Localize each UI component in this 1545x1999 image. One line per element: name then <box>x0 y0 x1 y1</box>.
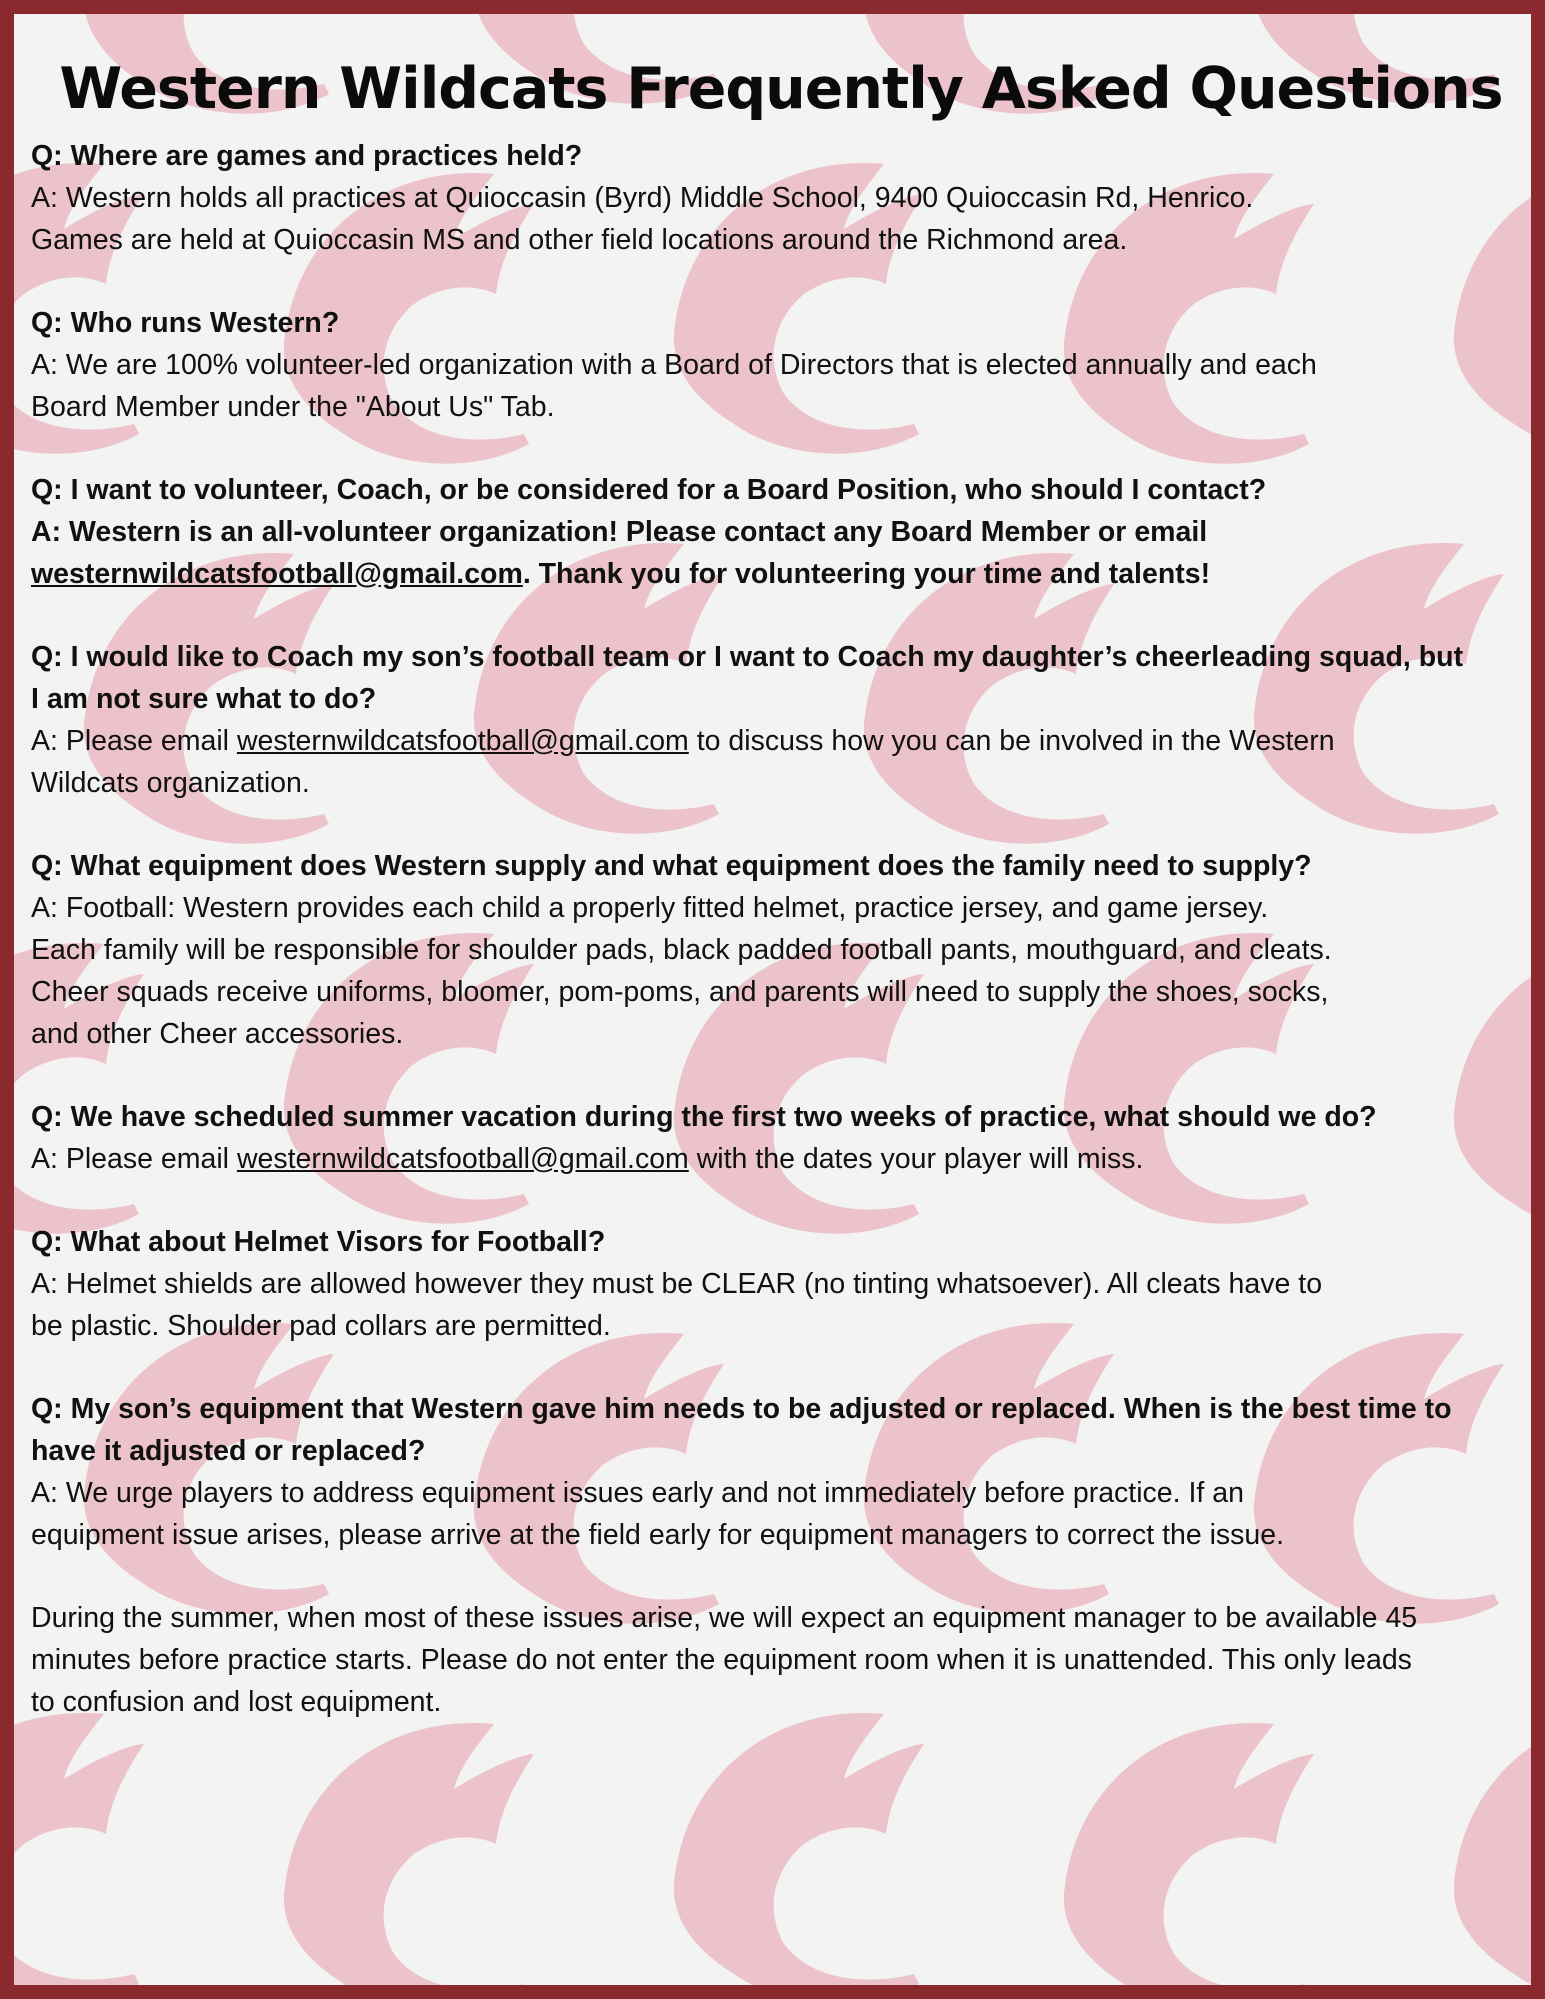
answer-text: A: Please email <box>31 1142 237 1175</box>
closing-paragraph: During the summer, when most of these issues arise, we will expect an equipment manager to be available 45 minutes before practice starts. Please do not enter the equipment room when it is unattended. This only leads to confusion and lost equipment. <box>31 1601 1418 1718</box>
faq-item-volunteer <box>31 469 1531 595</box>
faq-item-helmet-visors <box>31 1221 1531 1347</box>
faq-question: Q: I would like to Coach my son’s football team or I want to Coach my daughter’s cheerleading squad, but I am not sure what to do? <box>31 640 1464 715</box>
faq-answer <box>31 1138 1531 1180</box>
faq-content <box>31 14 1531 1723</box>
faq-item-who-runs <box>31 302 1531 428</box>
faq-answer <box>31 720 1531 804</box>
answer-text: to discuss how you can be involved in the Western Wildcats organization. <box>31 724 1335 799</box>
faq-answer <box>31 511 1531 595</box>
faq-item-coach <box>31 636 1531 804</box>
faq-question: Q: My son’s equipment that Western gave him needs to be adjusted or replaced. When is the best time to have it adjusted or replaced? <box>31 1392 1452 1467</box>
faq-question: Q: Who runs Western? <box>31 306 340 339</box>
faq-question: Q: I want to volunteer, Coach, or be considered for a Board Position, who should I contact? <box>31 473 1267 506</box>
faq-answer: A: We are 100% volunteer-led organization with a Board of Directors that is elected annually and each Board Member under the "About Us" Tab. <box>31 348 1317 423</box>
faq-item-vacation <box>31 1096 1531 1180</box>
answer-text: A: Please email <box>31 724 237 757</box>
faq-page <box>14 14 1531 1985</box>
answer-text: A: Western is an all-volunteer organization! Please contact any Board Member or email <box>31 515 1208 548</box>
faq-question: Q: What about Helmet Visors for Football? <box>31 1225 606 1258</box>
faq-answer: A: Western holds all practices at Quioccasin (Byrd) Middle School, 9400 Quioccasin Rd, Henrico. Games are held at Quioccasin MS and other field locations around the Richmond area. <box>31 181 1254 256</box>
faq-item-equipment-supply <box>31 845 1531 1055</box>
faq-answer: A: Football: Western provides each child a properly fitted helmet, practice jersey, and game jersey. Each family will be responsible for shoulder pads, black padded football pants, mouthguard, and cleats. Cheer squads receive uniforms, bloomer, pom-poms, and parents will need to supply the shoes, socks, and other Cheer accessories. <box>31 891 1332 1050</box>
faq-question: Q: What equipment does Western supply and what equipment does the family need to supply? <box>31 849 1312 882</box>
faq-list <box>31 135 1531 1723</box>
faq-answer: A: Helmet shields are allowed however they must be CLEAR (no tinting whatsoever). All cleats have to be plastic. Shoulder pad collars are permitted. <box>31 1267 1323 1342</box>
email-link[interactable]: westernwildcatsfootball@gmail.com <box>31 557 523 590</box>
faq-question: Q: We have scheduled summer vacation during the first two weeks of practice, what should we do? <box>31 1100 1377 1133</box>
faq-question: Q: Where are games and practices held? <box>31 139 583 172</box>
faq-item-equipment-adjust <box>31 1388 1531 1556</box>
faq-answer: A: We urge players to address equipment issues early and not immediately before practice. If an equipment issue arises, please arrive at the field early for equipment managers to correct the issue. <box>31 1476 1285 1551</box>
email-link[interactable]: westernwildcatsfootball@gmail.com <box>236 724 689 757</box>
answer-text: . Thank you for volunteering your time and talents! <box>522 557 1211 590</box>
page-title: Western Wildcats Frequently Asked Questions <box>59 56 1503 122</box>
email-link[interactable]: westernwildcatsfootball@gmail.com <box>236 1142 689 1175</box>
answer-text: with the dates your player will miss. <box>688 1142 1144 1175</box>
faq-item-games-location <box>31 135 1531 261</box>
